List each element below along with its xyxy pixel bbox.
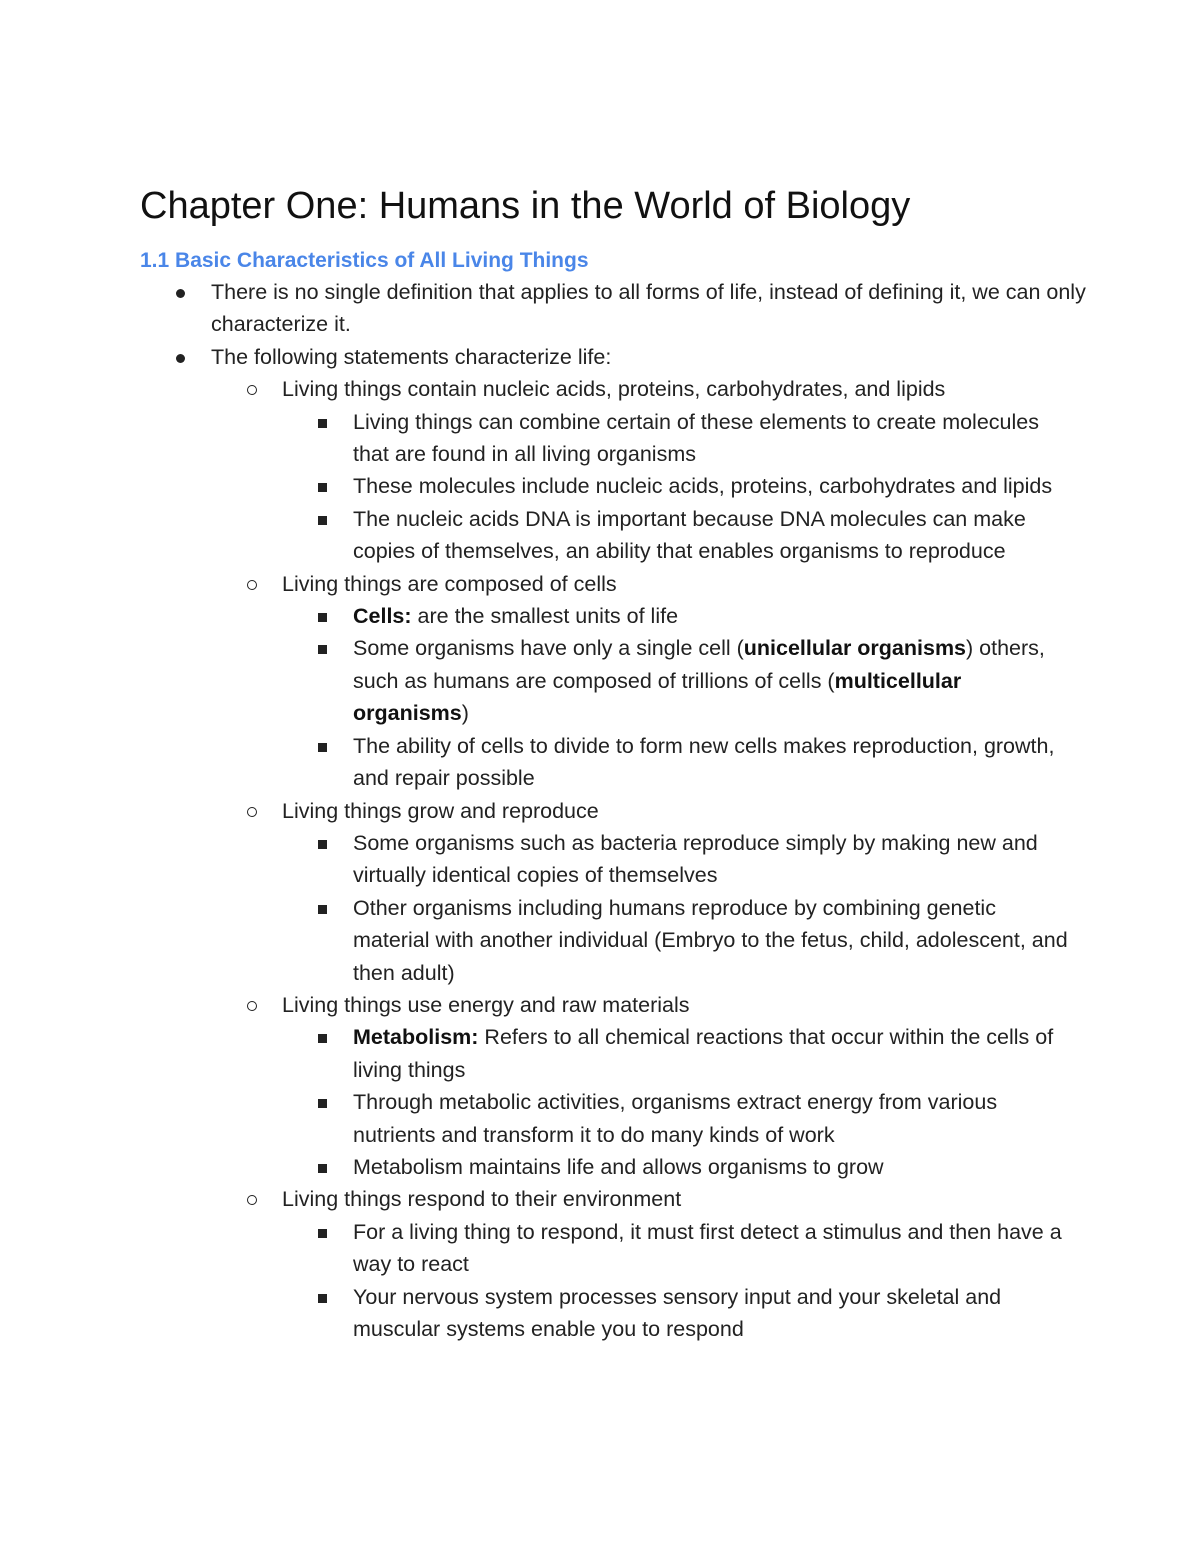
term-multicellular: multicellular organisms: [353, 668, 962, 726]
bullet-square-icon: [318, 483, 327, 492]
bullet-square-icon: [318, 743, 327, 752]
list-item: Living things grow and reproduce: [0, 795, 1200, 827]
list-item: Living things respond to their environment: [0, 1183, 1200, 1215]
list-item: Cells: are the smallest units of life: [0, 600, 1200, 632]
bullet-ring-icon: [247, 580, 257, 590]
bullet-square-icon: [318, 1034, 327, 1043]
list-item: Living things contain nucleic acids, proteins, carbohydrates, and lipids: [0, 373, 1200, 405]
term-metabolism: Metabolism:: [353, 1025, 479, 1050]
bullet-square-icon: [318, 1294, 327, 1303]
bullet-square-icon: [318, 645, 327, 654]
chapter-title: Chapter One: Humans in the World of Biology: [140, 185, 911, 227]
list-item: Living things use energy and raw materials: [0, 989, 1200, 1021]
bullet-square-icon: [318, 516, 327, 525]
bullet-ring-icon: [247, 807, 257, 817]
list-item: For a living thing to respond, it must first detect a stimulus and then have a way to react: [0, 1216, 1200, 1281]
bullet-dot-icon: [176, 354, 185, 363]
list-item: Other organisms including humans reproduce by combining genetic material with another individual (Embryo to the fetus, child, adolescent, and then adult): [0, 892, 1200, 989]
list-item: There is no single definition that applies to all forms of life, instead of defining it, we can only characterize it.: [0, 276, 1200, 341]
list-item: Living things can combine certain of these elements to create molecules that are found in all living organisms: [0, 406, 1200, 471]
list-item: These molecules include nucleic acids, proteins, carbohydrates and lipids: [0, 470, 1200, 502]
bullet-ring-icon: [247, 1195, 257, 1205]
term-unicellular: unicellular organisms: [743, 636, 967, 661]
list-item: Your nervous system processes sensory input and your skeletal and muscular systems enable you to respond: [0, 1281, 1200, 1346]
bullet-square-icon: [318, 840, 327, 849]
list-item: The following statements characterize life:: [0, 341, 1200, 373]
bullet-square-icon: [318, 613, 327, 622]
section-heading: 1.1 Basic Characteristics of All Living Things: [140, 249, 589, 272]
list-item: Some organisms such as bacteria reproduce simply by making new and virtually identical copies of themselves: [0, 827, 1200, 892]
list-item: The ability of cells to divide to form new cells makes reproduction, growth, and repair possible: [0, 730, 1200, 795]
list-item: Metabolism: Refers to all chemical reactions that occur within the cells of living things: [0, 1021, 1200, 1086]
list-item: Living things are composed of cells: [0, 568, 1200, 600]
bullet-square-icon: [318, 419, 327, 428]
list-item: Some organisms have only a single cell (unicellular organisms) others, such as humans are composed of trillions of cells (multicellular organisms): [0, 632, 1200, 729]
bullet-ring-icon: [247, 1001, 257, 1011]
outline-list: [0, 276, 1200, 1345]
bullet-square-icon: [318, 1099, 327, 1108]
list-item: Metabolism maintains life and allows organisms to grow: [0, 1151, 1200, 1183]
bullet-ring-icon: [247, 385, 257, 395]
list-item: The nucleic acids DNA is important because DNA molecules can make copies of themselves, an ability that enables organisms to reproduce: [0, 503, 1200, 568]
list-item: Through metabolic activities, organisms extract energy from various nutrients and transform it to do many kinds of work: [0, 1086, 1200, 1151]
term-cells: Cells:: [353, 604, 412, 629]
bullet-square-icon: [318, 1229, 327, 1238]
bullet-dot-icon: [176, 289, 185, 298]
bullet-square-icon: [318, 1164, 327, 1173]
bullet-square-icon: [318, 905, 327, 914]
